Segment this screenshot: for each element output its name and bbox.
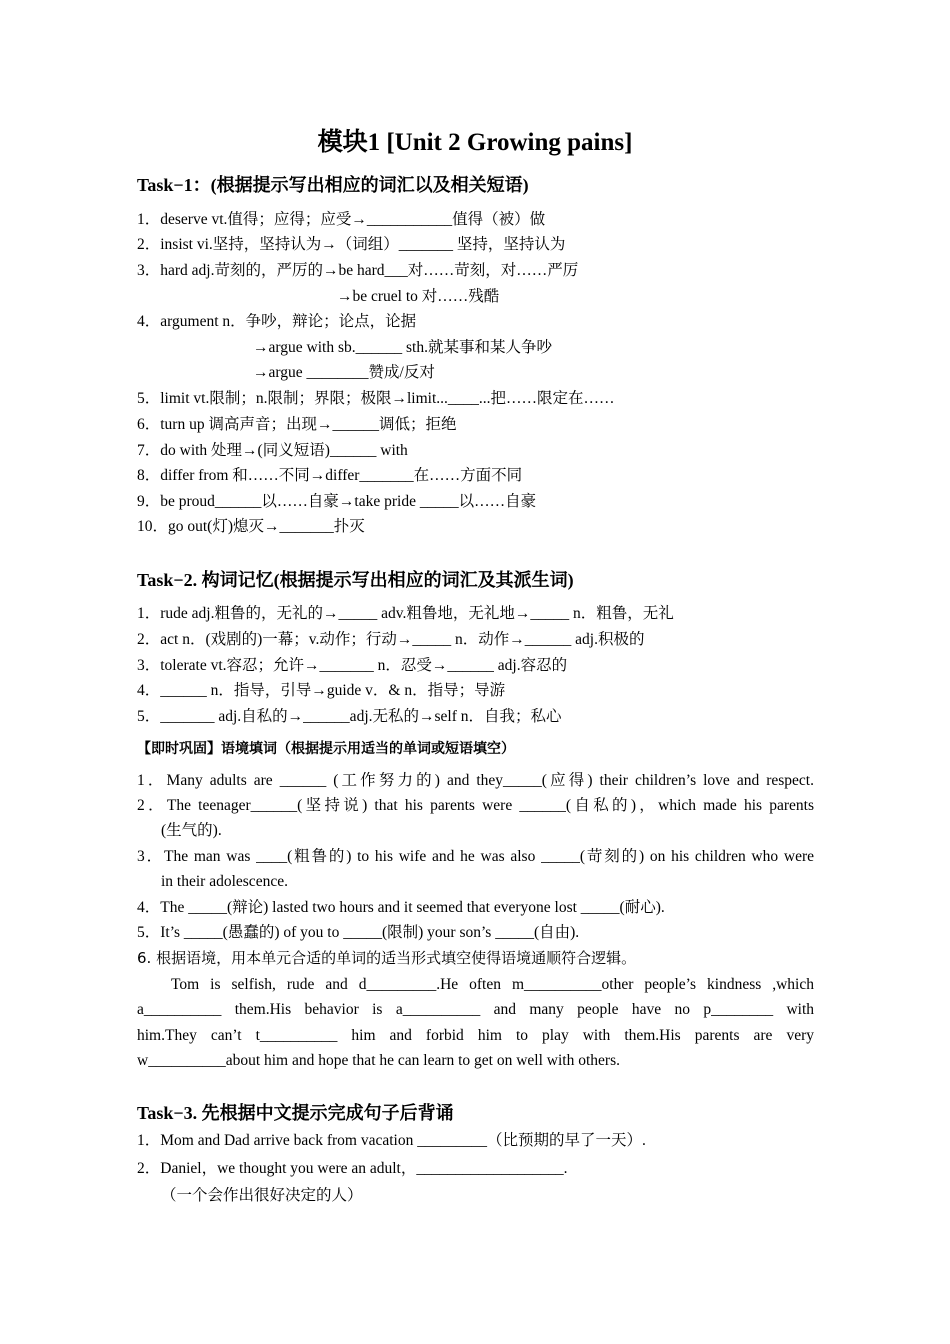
task1-line-3b: →be cruel to 对……残酷 [337, 288, 500, 305]
task1-heading: Task−1：(根据提示写出相应的词汇以及相关短语) [137, 175, 529, 195]
task3-line-2: 2．Daniel，we thought you were an adult，___________________. [137, 1160, 568, 1177]
passage-line-4: w__________about him and hope that he can learn to get on well with others. [137, 1052, 620, 1069]
task2-line-5: 5．_______ adj.自私的→______adj.无私的→self n．自我；私心 [137, 708, 562, 725]
task2-heading: Task−2. 构词记忆(根据提示写出相应的词汇及其派生词) [137, 570, 574, 590]
task1-line-4: 4．argument n．争吵，辩论；论点，论据 [137, 313, 417, 330]
consolidate-line-2: 2．The teenager______(坚持说) that his parents were ______(自私的)，which made his parents [137, 797, 814, 814]
consolidate-line-1: 1．Many adults are ______ (工作努力的) and they_____(应得) their children’s love and respect. [137, 772, 814, 789]
task1-line-9: 9．be proud______以……自豪→take pride _____以……自豪 [137, 493, 537, 510]
task1-line-4b: →argue with sb.______ sth.就某事和某人争吵 [253, 339, 552, 356]
task3-line-2b: （一个会作出很好决定的人） [161, 1187, 363, 1204]
consolidate-line-3b: in their adolescence. [161, 873, 288, 890]
passage-line-2: a__________ them.His behavior is a__________ and many people have no p________ with [137, 1001, 814, 1018]
task1-line-5: 5．limit vt.限制；n.限制；界限；极限→limit...____...把……限定在…… [137, 390, 615, 407]
consolidate-line-5: 5．It’s _____(愚蠢的) of you to _____(限制) your son’s _____(自由). [137, 924, 580, 941]
passage-line-1: Tom is selfish, rude and d_________.He often m__________other people’s kindness ,which [171, 976, 814, 993]
task1-line-3: 3．hard adj.苛刻的，严厉的→be hard___对……苛刻，对……严厉 [137, 262, 579, 279]
consolidate-line-4: 4．The _____(辩论) lasted two hours and it seemed that everyone lost _____(耐心). [137, 899, 665, 916]
task2-line-2: 2．act n．(戏剧的)一幕；v.动作；行动→_____ n．动作→______ adj.积极的 [137, 631, 645, 648]
passage-line-3: him.They can’t t__________ him and forbid him to play with them.His parents are very [137, 1027, 814, 1044]
task1-line-1: 1．deserve vt.值得；应得；应受→___________值得（被）做 [137, 211, 546, 228]
task2-line-3: 3．tolerate vt.容忍；允许→_______ n．忍受→______ adj.容忍的 [137, 657, 568, 674]
page-title: 模块1 [Unit 2 Growing pains] [317, 129, 633, 156]
consolidate-heading: 【即时巩固】语境填词（根据提示用适当的单词或短语填空） [137, 741, 515, 757]
task1-line-8: 8．differ from 和……不同→differ_______在……方面不同 [137, 467, 523, 484]
task2-line-1: 1．rude adj.粗鲁的，无礼的→_____ adv.粗鲁地，无礼地→_____ n．粗鲁，无礼 [137, 605, 674, 622]
task3-line-1: 1．Mom and Dad arrive back from vacation _________（比预期的早了一天）. [137, 1132, 646, 1149]
task1-line-6: 6．turn up 调高声音；出现→______调低；拒绝 [137, 416, 457, 433]
consolidate-line-3: 3．The man was ____(粗鲁的) to his wife and he was also _____(苛刻的) on his children who were [137, 848, 814, 865]
task1-line-7: 7．do with 处理→(同义短语)______ with [137, 442, 408, 459]
task1-line-10: 10．go out(灯)熄灭→_______扑灭 [137, 518, 365, 535]
task1-line-4c: →argue ________赞成/反对 [253, 364, 435, 381]
task3-heading: Task−3. 先根据中文提示完成句子后背诵 [137, 1103, 454, 1123]
consolidate-line-2b: (生气的). [161, 822, 222, 839]
task1-line-2: 2．insist vi.坚持，坚持认为→（词组）_______ 坚持，坚持认为 [137, 236, 566, 253]
consolidate-line-6: 6. 根据语境，用本单元合适的单词的适当形式填空使得语境通顺符合逻辑。 [137, 949, 637, 967]
task2-line-4: 4．______ n．指导，引导→guide v．& n．指导；导游 [137, 682, 506, 699]
